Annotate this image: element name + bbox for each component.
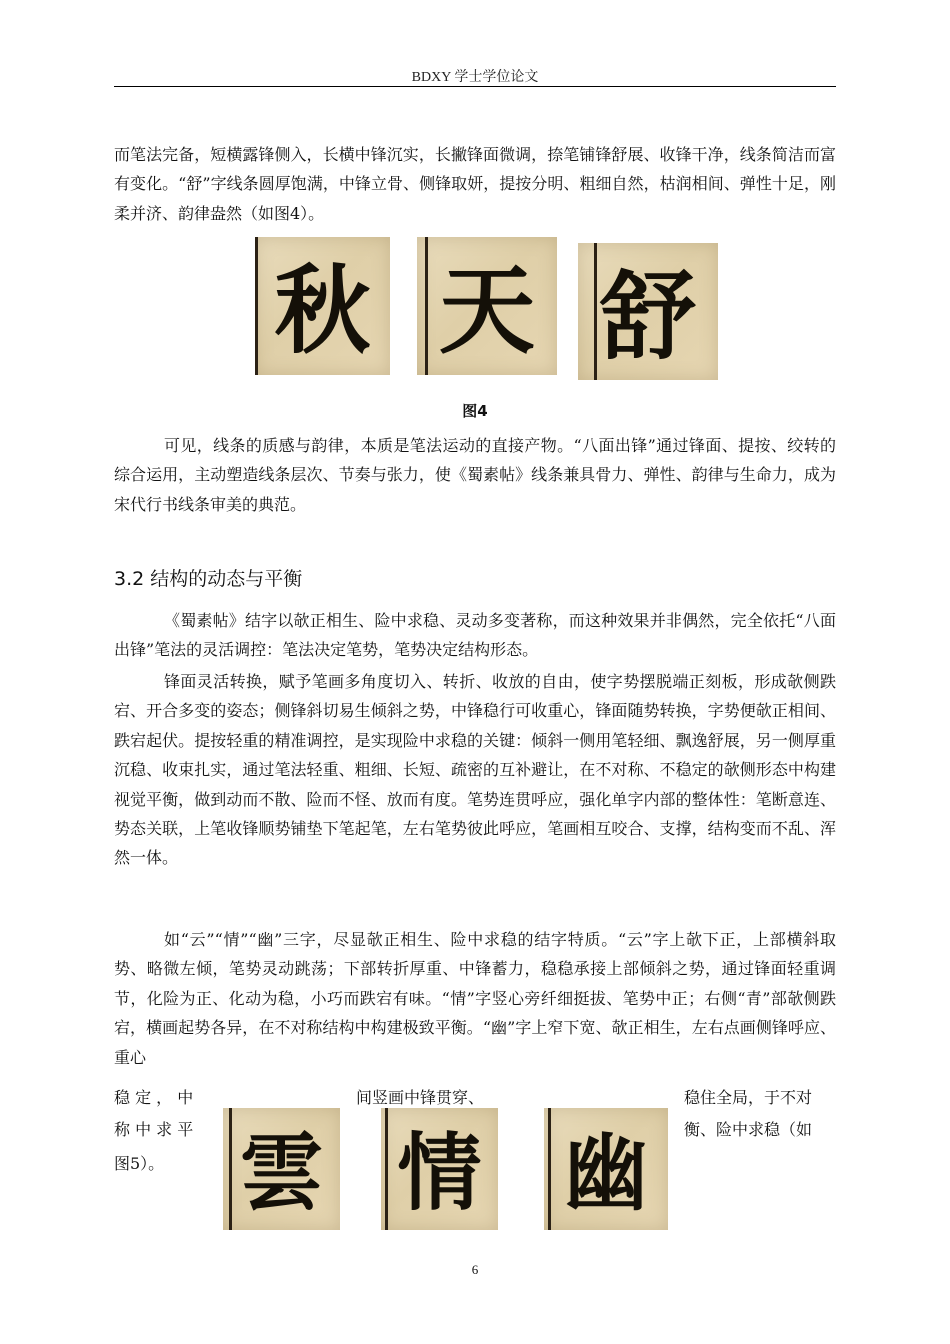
- calligraphy-character: 秋: [274, 254, 371, 367]
- figure5-image-2: [381, 1108, 498, 1230]
- figure4-image-3: [578, 243, 718, 380]
- wrap-line-1-left: 稳 定 ， 中: [114, 1088, 194, 1107]
- wrap-line-1-right: 稳住全局，于不对: [684, 1088, 813, 1107]
- running-header: BDXY 学士学位论文: [411, 70, 539, 85]
- wrap-line-2-right: 衡、险中求稳（如: [684, 1120, 813, 1139]
- paragraph-3: 《蜀素帖》结字以欹正相生、险中求稳、灵动多变著称，而这种效果并非偶然，完全依托“八面出锋”笔法的灵活调控：笔法决定笔势，笔势决定结构形态。: [114, 611, 836, 660]
- wrap-line-2-left: 称 中 求 平: [114, 1120, 194, 1139]
- calligraphy-character: 舒: [600, 260, 696, 373]
- figure4-image-1: [255, 237, 390, 375]
- header-rule: [114, 86, 836, 87]
- figure4-image-2: [417, 237, 557, 375]
- calligraphy-character: 情: [397, 1124, 482, 1223]
- section-heading: 3.2 结构的动态与平衡: [114, 568, 303, 590]
- paragraph-4: 锋面灵活转换，赋予笔画多角度切入、转折、收放的自由，使字势摆脱端正刻板，形成欹侧跌宕、开合多变的姿态；侧锋斜切易生倾斜之势，中锋稳行可收重心，锋面随势转换，字势便欹正相间、跌宕起伏。提按轻重的精准调控，是实现险中求稳的关键：倾斜一侧用笔轻细、飘逸舒展，另一侧厚重沉稳、收束扎实，通过笔法轻重、粗细、长短、疏密的互补避让，在不对称、不稳定的欹侧形态中构建视觉平衡，做到动而不散、险而不怪、放而有度。笔势连贯呼应，强化单字内部的整体性：笔断意连、势态关联，上笔收锋顺势铺垫下笔起笔，左右笔势彼此呼应，笔画相互咬合、支撑，结构变而不乱、浑然一体。: [114, 672, 836, 868]
- calligraphy-character: 幽: [563, 1124, 648, 1223]
- paragraph-2: 可见，线条的质感与韵律，本质是笔法运动的直接产物。“八面出锋”通过锋面、提按、绞转的综合运用，主动塑造线条层次、节奏与张力，使《蜀素帖》线条兼具骨力、弹性、韵律与生命力，成为宋代行书线条审美的典范。: [114, 436, 836, 514]
- figure5-image-1: [223, 1108, 340, 1230]
- figure4-caption: 图4: [462, 402, 488, 420]
- page-number: 6: [471, 1262, 479, 1277]
- wrap-line-1-middle: 间竖画中锋贯穿、: [356, 1088, 485, 1107]
- paragraph-5: 如“云”“情”“幽”三字，尽显欹正相生、险中求稳的结字特质。“云”字上欹下正，上部横斜取势、略微左倾，笔势灵动跳荡；下部转折厚重、中锋蓄力，稳稳承接上部倾斜之势，通过锋面轻重调节，化险为正、化动为稳，小巧而跌宕有味。“情”字竖心旁纤细挺拔、笔势中正；右侧“青”部欹侧跌宕，横画起势各异，在不对称结构中构建极致平衡。“幽”字上窄下宽、欹正相生，左右点画侧锋呼应、重心: [114, 930, 836, 1067]
- calligraphy-character: 雲: [239, 1124, 324, 1223]
- calligraphy-character: 天: [439, 254, 535, 367]
- figure5-image-3: [544, 1108, 668, 1230]
- paragraph-1: 而笔法完备，短横露锋侧入，长横中锋沉实，长撇锋面微调，捺笔铺锋舒展、收锋干净，线条简洁而富有变化。“舒”字线条圆厚饱满，中锋立骨、侧锋取妍，提按分明、粗细自然，枯润相间、弹性十足，刚柔并济、韵律盎然（如图4）。: [114, 145, 836, 223]
- wrap-line-3-left: 图5）。: [114, 1154, 165, 1173]
